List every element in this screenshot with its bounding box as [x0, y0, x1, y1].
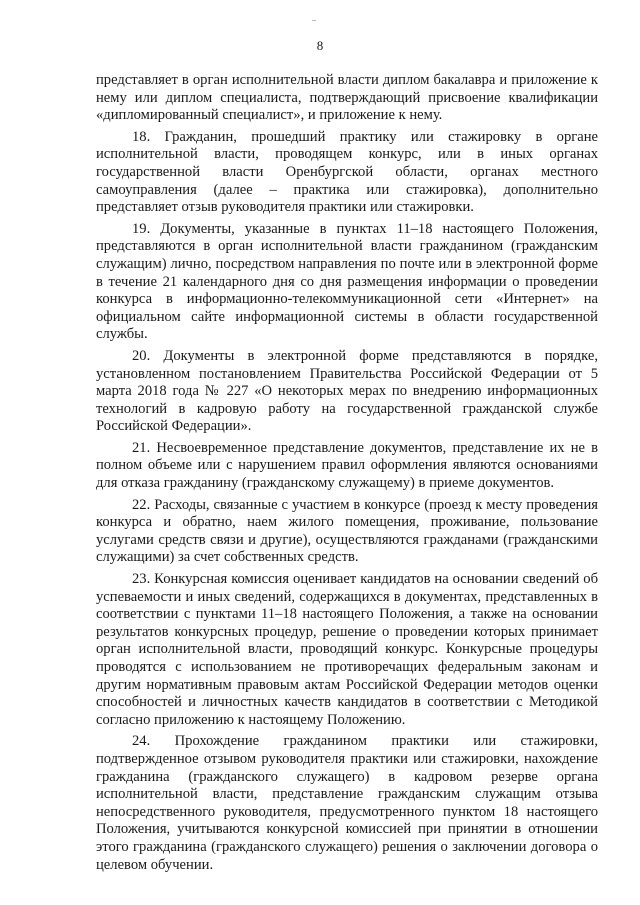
paragraph-24: 24. Прохождение гражданином практики или стажировки, подтвержденное отзывом руководителя практики или стажировки, нахождение гражданина (гражданского служащего) в кадровом резерве органа исполнительной власти, представление гражданским служащим отзыва непосредственного руководителя, предусмотренного пунктом 18 настоящего Положения, учитываются конкурсной комиссией при принятии в отношении этого гражданина (гражданского служащего) решения о заключении договора о целевом обучении. — [96, 733, 598, 873]
paragraph-continuation: представляет в орган исполнительной власти диплом бакалавра и приложение к нему или диплом специалиста, подтверждающий присвоение квалификации «дипломированный специалист», и приложение к нему. — [96, 72, 598, 124]
paragraph-21: 21. Несвоевременное представление документов, представление их не в полном объеме или с нарушением правил оформления являются основаниями для отказа гражданину (гражданскому служащему) в приеме документов. — [96, 439, 598, 492]
page-number: 8 — [316, 38, 324, 53]
scan-mark — [312, 20, 316, 21]
paragraph-19: 19. Документы, указанные в пунктах 11–18 настоящего Положения, представляются в орган исполнительной власти гражданином (гражданским служащим) лично, посредством направления по почте или в электронной форме в течение 21 календарного дня со дня размещения информации о проведении конкурса в информационно-телекоммуникационной сети «Интернет» на официальном сайте информационной системы в области государственной службы. — [96, 220, 598, 343]
document-body — [96, 72, 598, 878]
paragraph-20: 20. Документы в электронной форме представляются в порядке, установленном постановлением Правительства Российской Федерации от 5 марта 2018 года № 227 «О некоторых мерах по внедрению информационных технологий в кадровую работу на государственной гражданской службе Российской Федерации». — [96, 347, 598, 435]
paragraph-22: 22. Расходы, связанные с участием в конкурсе (проезд к месту проведения конкурса и обратно, наем жилого помещения, проживание, пользование услугами средств связи и другие), осуществляются гражданами (гражданскими служащими) за счет собственных средств. — [96, 496, 598, 566]
paragraph-18: 18. Гражданин, прошедший практику или стажировку в органе исполнительной власти, проводящем конкурс, или в иных органах государственной власти Оренбургской области, органах местного самоуправления (далее – практика или стажировка), дополнительно представляет отзыв руководителя практики или стажировки. — [96, 128, 598, 216]
paragraph-23: 23. Конкурсная комиссия оценивает кандидатов на основании сведений об успеваемости и иных сведений, содержащихся в документах, представленных в соответствии с пунктами 11–18 настоящего Положения, а также на основании результатов конкурсных процедур, решение о проведении которых принимает орган исполнительной власти, проводящий конкурс. Конкурсные процедуры проводятся с использованием не противоречащих федеральным законам и другим нормативным правовым актам Российской Федерации методов оценки способностей и личностных качеств кандидатов в соответствии с Методикой согласно приложению к настоящему Положению. — [96, 571, 598, 728]
